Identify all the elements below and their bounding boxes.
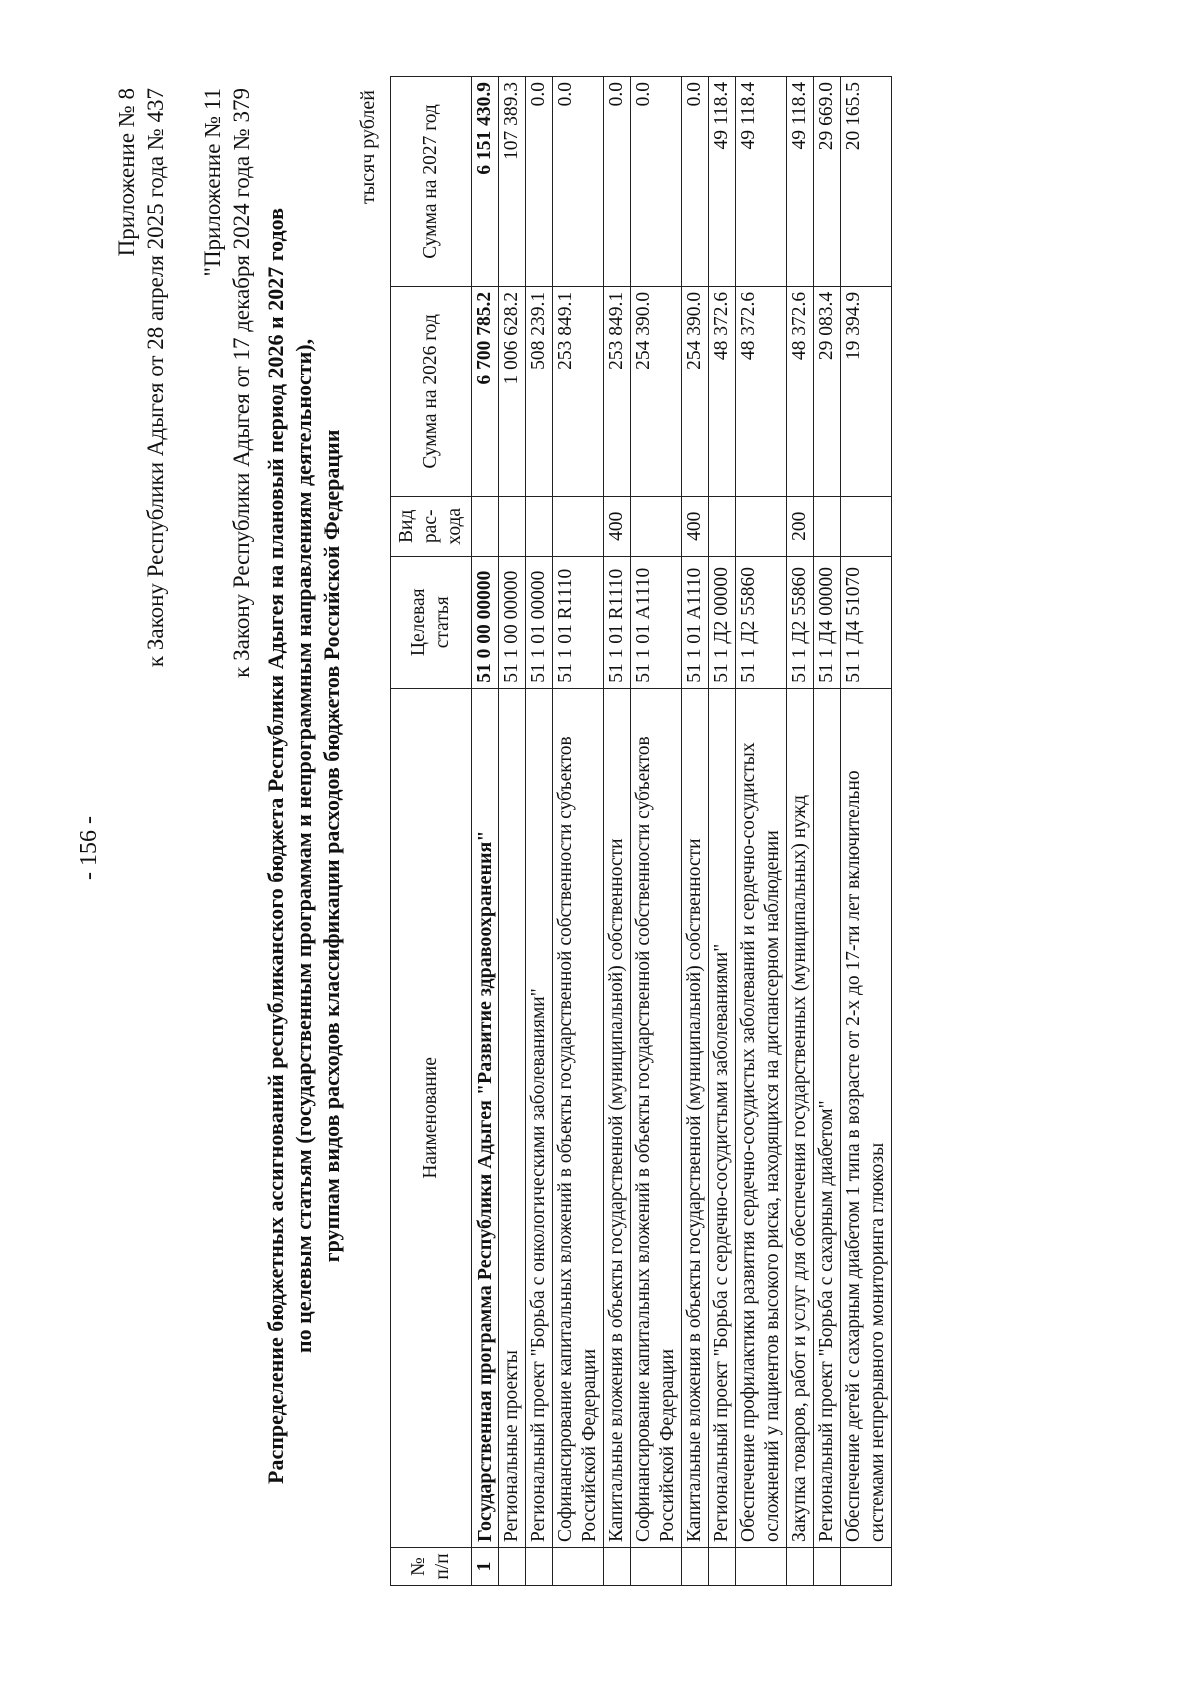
cell-sum2027: 0.0 bbox=[553, 77, 604, 287]
cell-no bbox=[631, 1548, 682, 1586]
cell-type bbox=[472, 496, 499, 556]
cell-code: 51 1 Д2 00000 bbox=[709, 556, 736, 688]
cell-sum2027: 0.0 bbox=[526, 77, 553, 287]
annex-original-line1: "Приложение № 11 bbox=[200, 88, 225, 277]
cell-no bbox=[604, 1548, 631, 1586]
cell-type bbox=[709, 496, 736, 556]
cell-code: 51 1 Д2 55860 bbox=[736, 556, 787, 688]
cell-code: 51 1 Д2 55860 bbox=[787, 556, 814, 688]
cell-type bbox=[841, 496, 892, 556]
cell-sum2026: 6 700 785.2 bbox=[472, 286, 499, 496]
cell-sum2026: 48 372.6 bbox=[709, 286, 736, 496]
cell-type bbox=[553, 496, 604, 556]
table-row bbox=[631, 77, 682, 1586]
table-row bbox=[604, 77, 631, 1586]
cell-sum2027: 6 151 430.9 bbox=[472, 77, 499, 287]
cell-name: Капитальные вложения в объекты государственной (муниципальной) собственности bbox=[682, 688, 709, 1547]
cell-sum2026: 1 006 628.2 bbox=[499, 286, 526, 496]
cell-name: Софинансирование капитальных вложений в объекты государственной собственности субъектов Российской Федерации bbox=[631, 688, 682, 1547]
cell-sum2026: 508 239.1 bbox=[526, 286, 553, 496]
annex-original-line2: к Закону Республики Адыгея от 17 декабря 2024 года № 379 bbox=[229, 88, 254, 678]
table-row bbox=[499, 77, 526, 1586]
cell-name: Капитальные вложения в объекты государственной (муниципальной) собственности bbox=[604, 688, 631, 1547]
cell-name: Региональные проекты bbox=[499, 688, 526, 1547]
cell-sum2027: 107 389.3 bbox=[499, 77, 526, 287]
cell-code: 51 1 Д4 00000 bbox=[814, 556, 841, 688]
header-code: Целевая статья bbox=[391, 556, 472, 688]
cell-no bbox=[841, 1548, 892, 1586]
annex-current-line2: к Закону Республики Адыгея от 28 апреля 2025 года № 437 bbox=[143, 88, 168, 668]
header-sum2027: Сумма на 2027 год bbox=[391, 77, 472, 287]
budget-table bbox=[390, 76, 892, 1586]
cell-no bbox=[787, 1548, 814, 1586]
title-line1: Распределение бюджетных ассигнований республиканского бюджета Республики Адыгея на плановый период 2026 и 2027 годов bbox=[263, 208, 288, 1484]
table-row bbox=[682, 77, 709, 1586]
cell-code: 51 1 00 00000 bbox=[499, 556, 526, 688]
cell-sum2026: 254 390.0 bbox=[682, 286, 709, 496]
title-line3: группам видов расходов классификации расходов бюджетов Российской Федерации bbox=[319, 429, 344, 1263]
cell-sum2026: 253 849.1 bbox=[604, 286, 631, 496]
table-row bbox=[841, 77, 892, 1586]
cell-sum2026: 254 390.0 bbox=[631, 286, 682, 496]
table-row bbox=[814, 77, 841, 1586]
cell-no bbox=[553, 1548, 604, 1586]
document-title bbox=[262, 146, 346, 1546]
cell-name: Закупка товаров, работ и услуг для обеспечения государственных (муниципальных) нужд bbox=[787, 688, 814, 1547]
cell-type bbox=[814, 496, 841, 556]
cell-type: 200 bbox=[787, 496, 814, 556]
annex-current-line1: Приложение № 8 bbox=[114, 88, 139, 257]
cell-no bbox=[814, 1548, 841, 1586]
cell-name: Обеспечение детей с сахарным диабетом 1 типа в возрасте от 2-х до 17-ти лет включительно системами непрерывного мониторинга глюкозы bbox=[841, 688, 892, 1547]
unit-label: тысяч рублей bbox=[357, 90, 379, 205]
table-row bbox=[553, 77, 604, 1586]
table-header-row bbox=[391, 77, 472, 1586]
annex-current bbox=[112, 88, 170, 667]
header-type: Вид рас-хода bbox=[391, 496, 472, 556]
cell-type bbox=[631, 496, 682, 556]
cell-sum2026: 48 372.6 bbox=[787, 286, 814, 496]
cell-no bbox=[709, 1548, 736, 1586]
cell-sum2027: 49 118.4 bbox=[736, 77, 787, 287]
table-row bbox=[526, 77, 553, 1586]
cell-code: 51 1 01 R1110 bbox=[604, 556, 631, 688]
header-sum2026: Сумма на 2026 год bbox=[391, 286, 472, 496]
annex-original bbox=[198, 88, 256, 678]
cell-sum2027: 49 118.4 bbox=[787, 77, 814, 287]
cell-sum2027: 0.0 bbox=[604, 77, 631, 287]
cell-type: 400 bbox=[682, 496, 709, 556]
cell-sum2027: 0.0 bbox=[682, 77, 709, 287]
cell-name: Региональный проект "Борьба с сердечно-сосудистыми заболеваниями" bbox=[709, 688, 736, 1547]
cell-no bbox=[682, 1548, 709, 1586]
cell-type: 400 bbox=[604, 496, 631, 556]
cell-sum2026: 29 083.4 bbox=[814, 286, 841, 496]
cell-sum2027: 29 669.0 bbox=[814, 77, 841, 287]
title-line2: по целевым статьям (государственным программам и непрограммным направлениям деятельности), bbox=[291, 338, 316, 1354]
cell-code: 51 0 00 00000 bbox=[472, 556, 499, 688]
cell-no bbox=[736, 1548, 787, 1586]
page-number: - 156 - bbox=[76, 816, 102, 880]
cell-sum2027: 20 165.5 bbox=[841, 77, 892, 287]
table-row bbox=[709, 77, 736, 1586]
cell-code: 51 1 01 R1110 bbox=[553, 556, 604, 688]
cell-type bbox=[736, 496, 787, 556]
cell-sum2027: 49 118.4 bbox=[709, 77, 736, 287]
cell-no: 1 bbox=[472, 1548, 499, 1586]
header-name: Наименование bbox=[391, 688, 472, 1547]
cell-sum2026: 19 394.9 bbox=[841, 286, 892, 496]
cell-no bbox=[499, 1548, 526, 1586]
cell-name: Государственная программа Республики Адыгея "Развитие здравоохранения" bbox=[472, 688, 499, 1547]
cell-no bbox=[526, 1548, 553, 1586]
cell-code: 51 1 Д4 51070 bbox=[841, 556, 892, 688]
cell-code: 51 1 01 А1110 bbox=[682, 556, 709, 688]
cell-code: 51 1 01 А1110 bbox=[631, 556, 682, 688]
cell-name: Региональный проект "Борьба с онкологическими заболеваниями" bbox=[526, 688, 553, 1547]
cell-type bbox=[499, 496, 526, 556]
table-row bbox=[736, 77, 787, 1586]
cell-sum2026: 253 849.1 bbox=[553, 286, 604, 496]
cell-code: 51 1 01 00000 bbox=[526, 556, 553, 688]
header-no: № п/п bbox=[391, 1548, 472, 1586]
cell-name: Софинансирование капитальных вложений в объекты государственной собственности субъектов Российской Федерации bbox=[553, 688, 604, 1547]
cell-sum2026: 48 372.6 bbox=[736, 286, 787, 496]
cell-name: Региональный проект "Борьба с сахарным диабетом" bbox=[814, 688, 841, 1547]
cell-name: Обеспечение профилактики развития сердечно-сосудистых заболеваний и сердечно-сосудистых осложнений у пациентов высокого риска, находящихся на диспансерном наблюдении bbox=[736, 688, 787, 1547]
table-row bbox=[787, 77, 814, 1586]
cell-sum2027: 0.0 bbox=[631, 77, 682, 287]
table-row bbox=[472, 77, 499, 1586]
cell-type bbox=[526, 496, 553, 556]
